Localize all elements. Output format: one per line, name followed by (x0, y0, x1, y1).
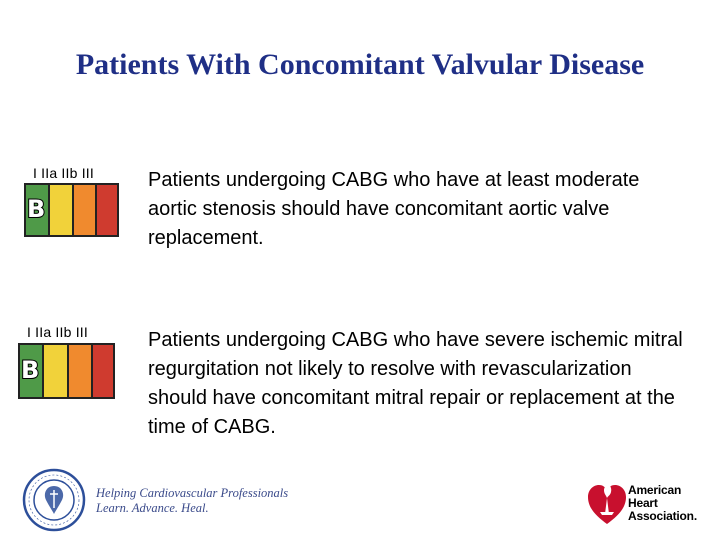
aha-line-3: Association. (628, 509, 697, 523)
class-header: I IIa IIb III (33, 165, 94, 181)
tagline-line-1: Helping Cardiovascular Professionals (96, 486, 289, 500)
heart-torch-icon (586, 478, 628, 528)
slide-title: Patients With Concomitant Valvular Disease (75, 48, 645, 81)
class-iib-segment (72, 185, 95, 235)
aha-line-1: American (628, 483, 682, 497)
class-header: I IIa IIb III (27, 324, 88, 340)
class-iii-segment (91, 345, 113, 397)
recommendation-text: Patients undergoing CABG who have at least moderate aortic stenosis should have concomitant aortic valve replacement. (148, 169, 640, 249)
acc-logo (22, 468, 86, 537)
class-iib-segment (67, 345, 91, 397)
class-iii-segment (95, 185, 117, 235)
class-iia-segment (42, 345, 67, 397)
recommendation-text: Patients undergoing CABG who have severe ischemic mitral regurgitation not likely to resolve with revascularization should have concomitant mitral repair or replacement at the time of CABG. (148, 329, 683, 438)
acc-tagline (96, 486, 288, 516)
aha-logo (586, 478, 628, 533)
tagline-line-2: Learn. Advance. Heal. (96, 501, 209, 515)
aha-wordmark (628, 484, 697, 523)
level-of-evidence-badge: B (21, 356, 40, 384)
aha-line-2: Heart (628, 496, 658, 510)
acc-seal-icon (22, 468, 86, 532)
level-of-evidence-badge: B (27, 195, 46, 223)
class-iia-segment (48, 185, 72, 235)
